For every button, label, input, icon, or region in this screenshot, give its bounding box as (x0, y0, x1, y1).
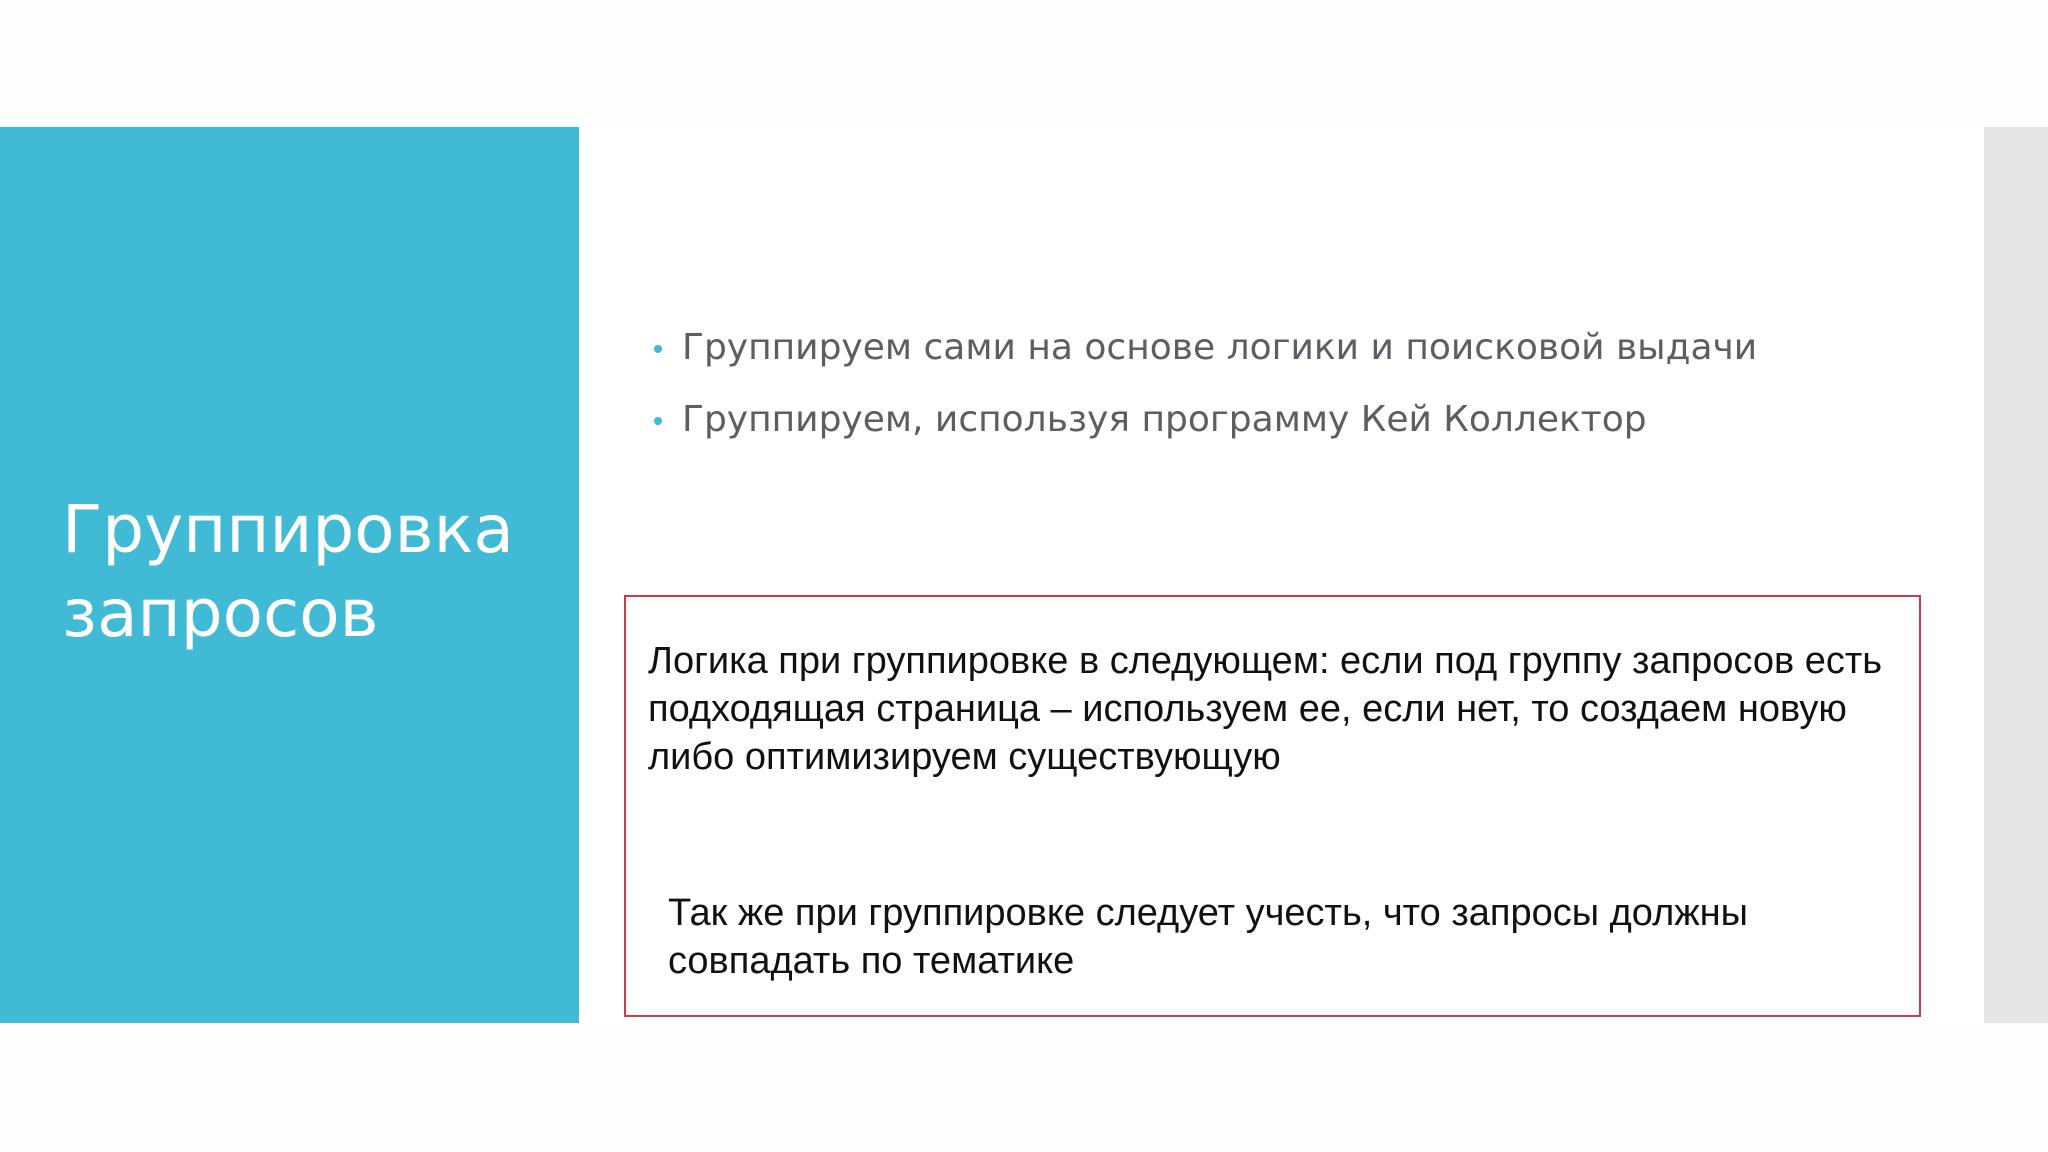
bullet-text: Группируем сами на основе логики и поисковой выдачи (682, 327, 1758, 368)
bullet-dot-icon (654, 345, 662, 353)
note-paragraph-topic: Так же при группировке следует учесть, что запросы должны совпадать по тематике (668, 892, 1748, 982)
right-side-strip (1984, 127, 2048, 1023)
slide-title-line-1: Группировка (62, 491, 514, 568)
note-paragraph-logic: Логика при группировке в следующем: если под группу запросов есть подходящая страница – используем ее, если нет, то создаем новую либо оптимизируем существующую (648, 640, 1883, 778)
slide-title-line-2: запросов (62, 575, 379, 652)
slide-title (62, 488, 562, 656)
bullet-list (650, 322, 1757, 466)
bullet-dot-icon (654, 417, 662, 425)
bullet-item (650, 394, 1757, 466)
bullet-text: Группируем, используя программу Кей Коллектор (682, 399, 1647, 440)
note-callout-box (624, 595, 1921, 1017)
bullet-item (650, 322, 1757, 394)
